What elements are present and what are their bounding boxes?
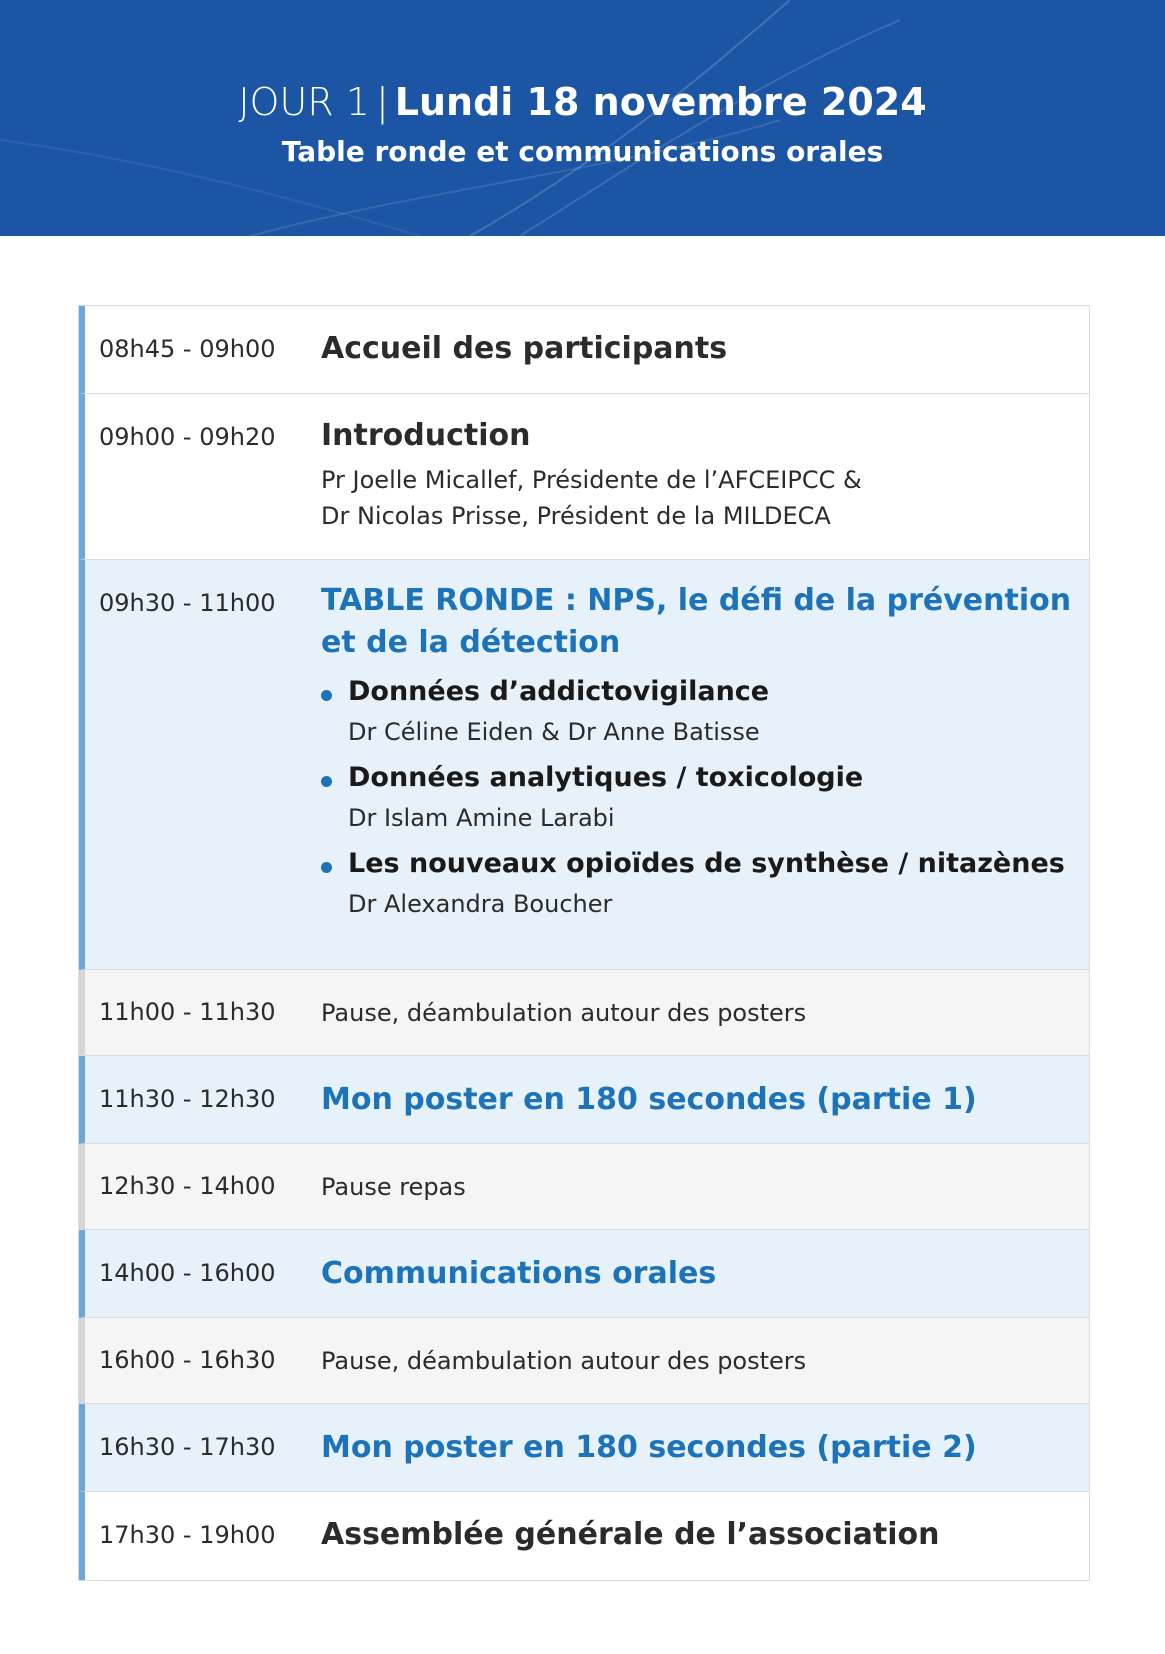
schedule-row-lunch: [79, 1144, 1089, 1230]
row-time: 14h00 - 16h00: [99, 1259, 276, 1287]
speaker-line: Pr Joelle Micallef, Présidente de l’AFCEIPCC &: [321, 466, 862, 494]
list-item: [321, 760, 1069, 836]
item-speaker: Dr Alexandra Boucher: [348, 890, 613, 918]
row-title: Communications orales: [321, 1256, 717, 1291]
row-time: 16h30 - 17h30: [99, 1433, 276, 1461]
row-title: Accueil des participants: [321, 331, 728, 366]
schedule-row-welcome: [79, 306, 1089, 394]
day-subtitle: Table ronde et communications orales: [281, 135, 884, 168]
row-title: Mon poster en 180 secondes (partie 1): [321, 1082, 977, 1117]
schedule-row-poster-part2: [79, 1404, 1089, 1492]
day-label: JOUR 1: [238, 80, 370, 124]
bullet-icon: [321, 776, 332, 787]
day-heading: [0, 78, 1165, 126]
schedule-row-break-afternoon: [79, 1318, 1089, 1404]
schedule-row-poster-part1: [79, 1056, 1089, 1144]
item-title: Données analytiques / toxicologie: [348, 762, 864, 793]
row-time: 17h30 - 19h00: [99, 1521, 276, 1549]
heading-separator: |: [375, 80, 389, 124]
row-title: Mon poster en 180 secondes (partie 2): [321, 1430, 977, 1465]
schedule-row-oral-communications: [79, 1230, 1089, 1318]
speaker-line: Dr Nicolas Prisse, Président de la MILDECA: [321, 502, 831, 530]
schedule-row-general-assembly: [79, 1492, 1089, 1580]
schedule-row-break-morning: [79, 970, 1089, 1056]
list-item: [321, 846, 1069, 922]
row-time: 16h00 - 16h30: [99, 1346, 276, 1374]
item-speaker: Dr Islam Amine Larabi: [348, 804, 615, 832]
list-item: [321, 674, 1069, 750]
row-title: Assemblée générale de l’association: [321, 1517, 940, 1552]
schedule-table: [78, 305, 1090, 1581]
row-title: Pause, déambulation autour des posters: [321, 999, 807, 1027]
row-time: 11h30 - 12h30: [99, 1085, 276, 1113]
row-title: Pause, déambulation autour des posters: [321, 1347, 807, 1375]
schedule-row-introduction: [79, 394, 1089, 560]
item-title: Les nouveaux opioïdes de synthèse / nitazènes: [348, 848, 1065, 879]
row-time: 08h45 - 09h00: [99, 335, 276, 363]
day-date: Lundi 18 novembre 2024: [394, 80, 927, 124]
row-title: Pause repas: [321, 1173, 466, 1201]
item-speaker: Dr Céline Eiden & Dr Anne Batisse: [348, 718, 760, 746]
page-header: [0, 0, 1165, 236]
row-time: 11h00 - 11h30: [99, 998, 276, 1026]
round-table-title-line: TABLE RONDE : NPS, le défi de la prévention: [321, 583, 1072, 618]
row-time: 12h30 - 14h00: [99, 1172, 276, 1200]
schedule-row-round-table: [79, 560, 1089, 970]
round-table-title-line: et de la détection: [321, 625, 621, 660]
bullet-icon: [321, 862, 332, 873]
item-title: Données d’addictovigilance: [348, 676, 770, 707]
bullet-icon: [321, 690, 332, 701]
row-title: Introduction: [321, 418, 531, 453]
row-time: 09h30 - 11h00: [99, 589, 276, 617]
row-time: 09h00 - 09h20: [99, 423, 276, 451]
